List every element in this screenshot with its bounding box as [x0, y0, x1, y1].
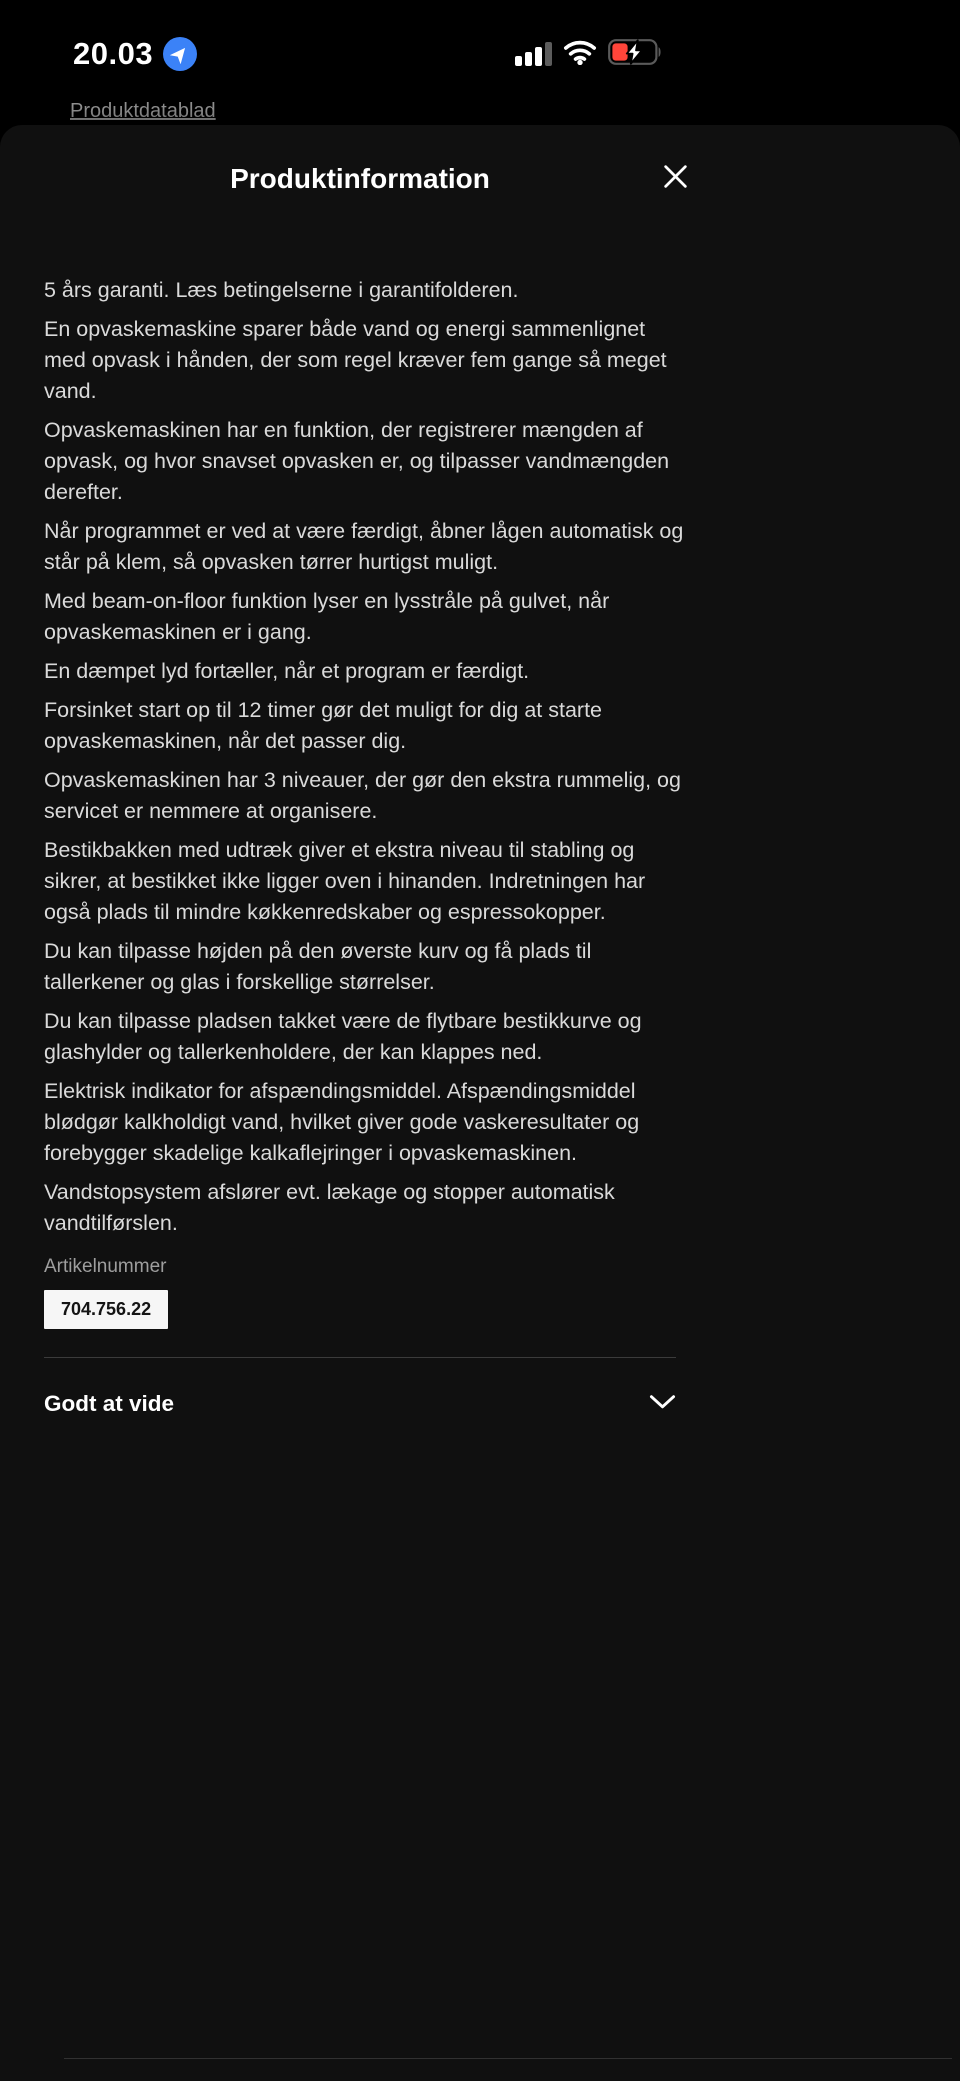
close-button[interactable] — [660, 163, 690, 193]
article-number-label: Artikelnummer — [44, 1256, 167, 1277]
paragraph: Når programmet er ved at være færdigt, åbner lågen automatisk og står på klem, så opvasken tørrer hurtigst muligt. — [44, 519, 684, 574]
divider — [64, 2058, 952, 2059]
sheet-body — [44, 275, 692, 1450]
paragraph: Elektrisk indikator for afspændingsmiddel. Afspændingsmiddel blødgør kalkholdigt vand, hvilket giver gode vaskeresultater og forebygger skadelige kalkaflejringer i opvaskemaskinen. — [44, 1079, 640, 1165]
product-description — [44, 275, 692, 1239]
paragraph: En opvaskemaskine sparer både vand og energi sammenlignet med opvask i hånden, der som regel kræver fem gange så meget vand. — [44, 317, 667, 403]
paragraph: Du kan tilpasse pladsen takket være de flytbare bestikkurve og glashylder og tallerkenholdere, der kan klappes ned. — [44, 1009, 642, 1064]
status-bar — [0, 0, 720, 108]
accordion-label: Godt at vide — [44, 1391, 175, 1416]
location-icon — [163, 37, 197, 71]
paragraph: Forsinket start op til 12 timer gør det muligt for dig at starte opvaskemaskinen, når det passer dig. — [44, 698, 603, 753]
battery-charging-icon — [608, 39, 662, 70]
sheet-inner — [0, 125, 720, 2081]
wifi-icon — [563, 39, 597, 70]
paragraph: Opvaskemaskinen har en funktion, der registrerer mængden af opvask, og hvor snavset opvasken er, og tilpasser vandmængden derefter. — [44, 418, 670, 504]
paragraph: Med beam-on-floor funktion lyser en lysstråle på gulvet, når opvaskemaskinen er i gang. — [44, 589, 610, 644]
product-info-sheet — [0, 125, 960, 2081]
paragraph: 5 års garanti. Læs betingelserne i garantifolderen. — [44, 278, 519, 302]
status-time: 20.03 — [73, 36, 154, 71]
status-right — [515, 39, 662, 70]
cellular-signal-icon — [515, 42, 552, 66]
close-icon — [662, 163, 689, 193]
status-left — [73, 36, 197, 72]
accordion-godt-at-vide[interactable] — [44, 1358, 676, 1450]
paragraph: Bestikbakken med udtræk giver et ekstra niveau til stabling og sikrer, at bestikket ikke ligger oven i hinanden. Indretningen har også plads til mindre køkkenredskaber og espressokopper. — [44, 838, 646, 924]
sheet-title: Produktinformation — [230, 163, 490, 194]
article-number-badge: 704.756.22 — [44, 1290, 168, 1329]
chevron-down-icon — [649, 1394, 676, 1415]
produktdatablad-link[interactable]: Produktdatablad — [70, 100, 216, 122]
paragraph: Du kan tilpasse højden på den øverste kurv og få plads til tallerkener og glas i forskellige størrelser. — [44, 939, 592, 994]
paragraph: Vandstopsystem afslører evt. lækage og stopper automatisk vandtilførslen. — [44, 1180, 615, 1235]
paragraph: Opvaskemaskinen har 3 niveauer, der gør den ekstra rummelig, og servicet er nemmere at organisere. — [44, 768, 681, 823]
paragraph: En dæmpet lyd fortæller, når et program er færdigt. — [44, 659, 530, 683]
